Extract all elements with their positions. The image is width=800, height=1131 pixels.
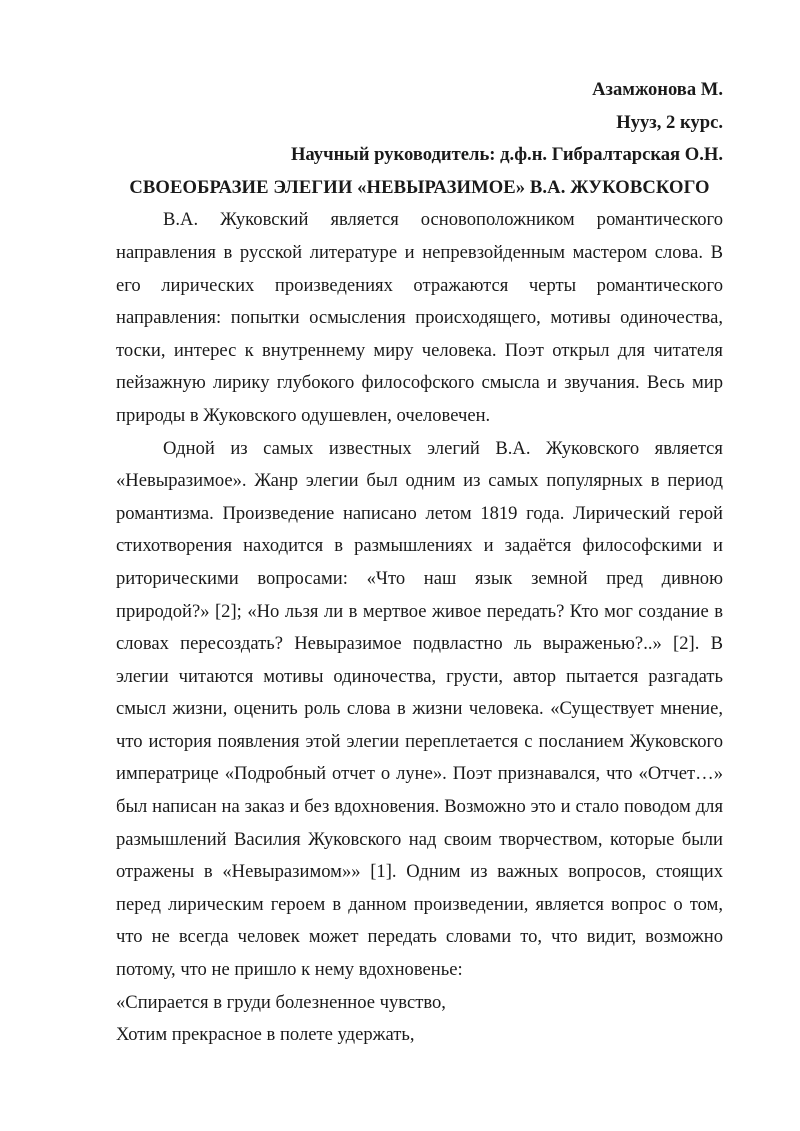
paragraph-1: В.А. Жуковский является основоположником романтического направления в русской литературе и непревзойденным мастером слова. В его лирических произведениях отражаются черты романтического направления: попытки осмысления происходящего, мотивы одиночества, тоски, интерес к внутреннему миру человека. Поэт открыл для читателя пейзажную лирику глубокого философского смысла и звучания. Весь мир природы в Жуковского одушевлен, очеловечен. <box>116 209 723 426</box>
document-title: СВОЕОБРАЗИЕ ЭЛЕГИИ «НЕВЫРАЗИМОЕ» В.А. ЖУКОВСКОГО <box>129 176 710 198</box>
supervisor-line: Научный руководитель: д.ф.н. Гибралтарская О.Н. <box>290 144 723 166</box>
author-name: Азамжонова М. <box>592 79 723 100</box>
verse-line-2: Хотим прекрасное в полете удержать, <box>116 1024 415 1046</box>
paragraph-2: Одной из самых известных элегий В.А. Жуковского является «Невыразимое». Жанр элегии был одним из самых популярных в период романтизма. Произведение написано летом 1819 года. Лирический герой стихотворения находится в размышлениях и задаётся философскими и риторическими вопросами: «Что наш язык земной пред дивною природой?» [2]; «Но льзя ли в мертвое живое передать? Кто мог создание в словах пересоздать? Невыразимое подвластно ль выраженью?..» [2]. В элегии читаются мотивы одиночества, грусти, автор пытается разгадать смысл жизни, оценить роль слова в жизни человека. «Существует мнение, что история появления этой элегии переплетается с посланием Жуковского императрице «Подробный отчет о луне». Поэт признавался, что «Отчет…» был написан на заказ и без вдохновения. Возможно это и стало поводом для размышлений Василия Жуковского над своим творчеством, которые были отражены в «Невыразимом»» [1]. Одним из важных вопросов, стоящих перед лирическим героем в данном произведении, является вопрос о том, что не всегда человек может передать словами то, что видит, возможно потому, что не пришло к нему вдохновенье: <box>116 437 723 981</box>
author-group: Нууз, 2 курс. <box>616 111 723 133</box>
document-page <box>116 74 723 1052</box>
verse-line-1: «Спирается в груди болезненное чувство, <box>116 991 446 1013</box>
